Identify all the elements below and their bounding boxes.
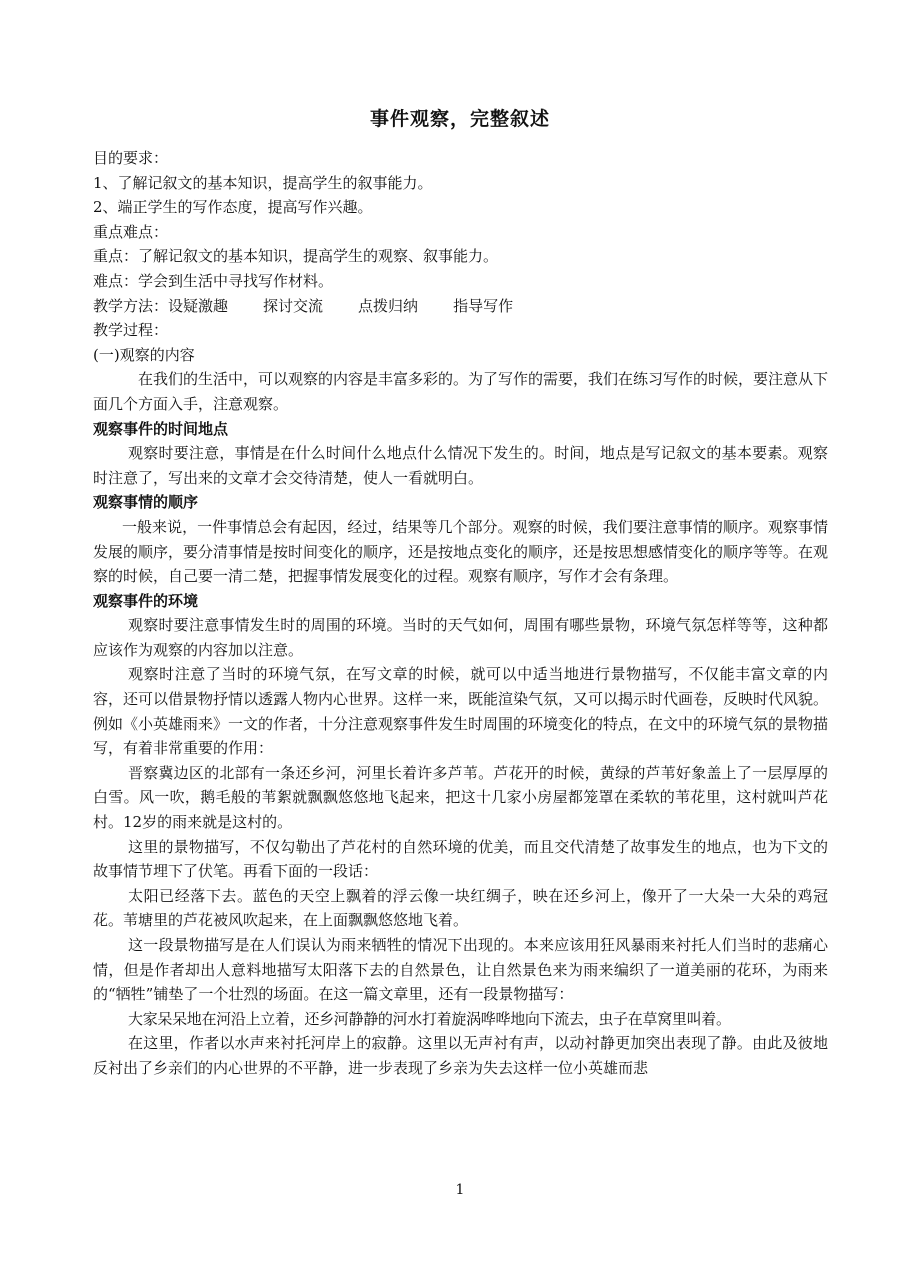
subheading-time-place: 观察事件的时间地点 xyxy=(93,419,229,438)
objective-item: 2、端正学生的写作态度，提高写作兴趣。 xyxy=(93,198,373,217)
quote-paragraph: 大家呆呆地在河沿上立着，还乡河静静的河水打着旋涡哗哗地向下流去，虫子在草窝里叫着。 xyxy=(128,1009,731,1028)
process-heading: 教学过程： xyxy=(93,321,169,340)
section-heading: (一)观察的内容 xyxy=(93,345,195,364)
method-item: 探讨交流 xyxy=(263,296,324,315)
teaching-methods xyxy=(93,294,828,319)
objective-item: 1、了解记叙文的基本知识，提高学生的叙事能力。 xyxy=(93,173,433,192)
method-item: 指导写作 xyxy=(453,296,514,315)
intro-paragraph: 在我们的生活中，可以观察的内容是丰富多彩的。为了写作的需要，我们在练习写作的时候，要注意从下面几个方面入手，注意观察。 xyxy=(93,370,829,413)
subheading-order: 观察事情的顺序 xyxy=(93,493,199,512)
methods-label: 教学方法： xyxy=(93,296,169,315)
quote-paragraph: 晋察冀边区的北部有一条还乡河，河里长着许多芦苇。芦花开的时候，黄绿的芦苇好象盖上了一层厚厚的白雪。风一吹，鹅毛般的苇絮就飘飘悠悠地飞起来，把这十几家小房屋都笼罩在柔软的苇花里，这村就叫芦花村。12岁的雨来就是这村的。 xyxy=(93,763,828,832)
paragraph: 观察时要注意，事情是在什么时间什么地点什么情况下发生的。时间，地点是写记叙文的基本要素。观察时注意了，写出来的文章才会交待清楚，使人一看就明白。 xyxy=(93,444,828,487)
page-number: 1 xyxy=(455,1182,465,1198)
paragraph: 观察时要注意事情发生时的周围的环境。当时的天气如何，周围有哪些景物，环境气氛怎样等等，这种都应该作为观察的内容加以注意。 xyxy=(93,616,828,659)
subheading-environment: 观察事件的环境 xyxy=(93,591,199,610)
key-point: 重点：了解记叙文的基本知识，提高学生的观察、叙事能力。 xyxy=(93,247,499,266)
paragraph: 这里的景物描写，不仅勾勒出了芦花村的自然环境的优美，而且交代清楚了故事发生的地点，也为下文的故事情节埋下了伏笔。再看下面的一段话： xyxy=(93,837,828,881)
method-item: 点拨归纳 xyxy=(358,296,419,315)
quote-paragraph: 太阳已经落下去。蓝色的天空上飘着的浮云像一块红绸子，映在还乡河上，像开了一大朵一大朵的鸡冠花。苇塘里的芦花被风吹起来，在上面飘飘悠悠地飞着。 xyxy=(93,886,828,930)
paragraph: 在这里，作者以水声来衬托河岸上的寂静。这里以无声衬有声，以动衬静更加突出表现了静。由此及彼地反衬出了乡亲们的内心世界的不平静，进一步表现了乡亲为失去这样一位小英雄而悲 xyxy=(93,1034,828,1077)
paragraph: 这一段景物描写是在人们误认为雨来牺牲的情况下出现的。本来应该用狂风暴雨来衬托人们当时的悲痛心情，但是作者却出人意料地描写太阳落下去的自然景色，让自然景色来为雨来编织了一道美丽的花环，为雨来的“牺牲”铺垫了一个壮烈的场面。在这一篇文章里，还有一段景物描写： xyxy=(93,936,828,1004)
method-item: 设疑激趣 xyxy=(168,296,229,315)
paragraph: 一般来说，一件事情总会有起因，经过，结果等几个部分。观察的时候，我们要注意事情的顺序。观察事情发展的顺序，要分清事情是按时间变化的顺序，还是按地点变化的顺序，还是按思想感情变化的顺序等等。在观察的时候，自己要一清二楚，把握事情发展变化的过程。观察有顺序，写作才会有条理。 xyxy=(93,517,829,586)
paragraph: 观察时注意了当时的环境气氛，在写文章的时候，就可以中适当地进行景物描写，不仅能丰富文章的内容，还可以借景物抒情以透露人物内心世界。这样一来，既能渲染气氛，又可以揭示时代画卷，反映时代风貌。例如《小英雄雨来》一文的作者，十分注意观察事件发生时周围的环境变化的特点，在文中的环境气氛的景物描写，有着非常重要的作用： xyxy=(93,665,829,758)
document-body xyxy=(93,146,828,1081)
objectives-heading: 目的要求： xyxy=(93,149,169,167)
difficult-point: 难点：学会到生活中寻找写作材料。 xyxy=(93,271,334,290)
key-points-heading: 重点难点： xyxy=(93,222,169,241)
document-title: 事件观察，完整叙述 xyxy=(369,108,550,130)
